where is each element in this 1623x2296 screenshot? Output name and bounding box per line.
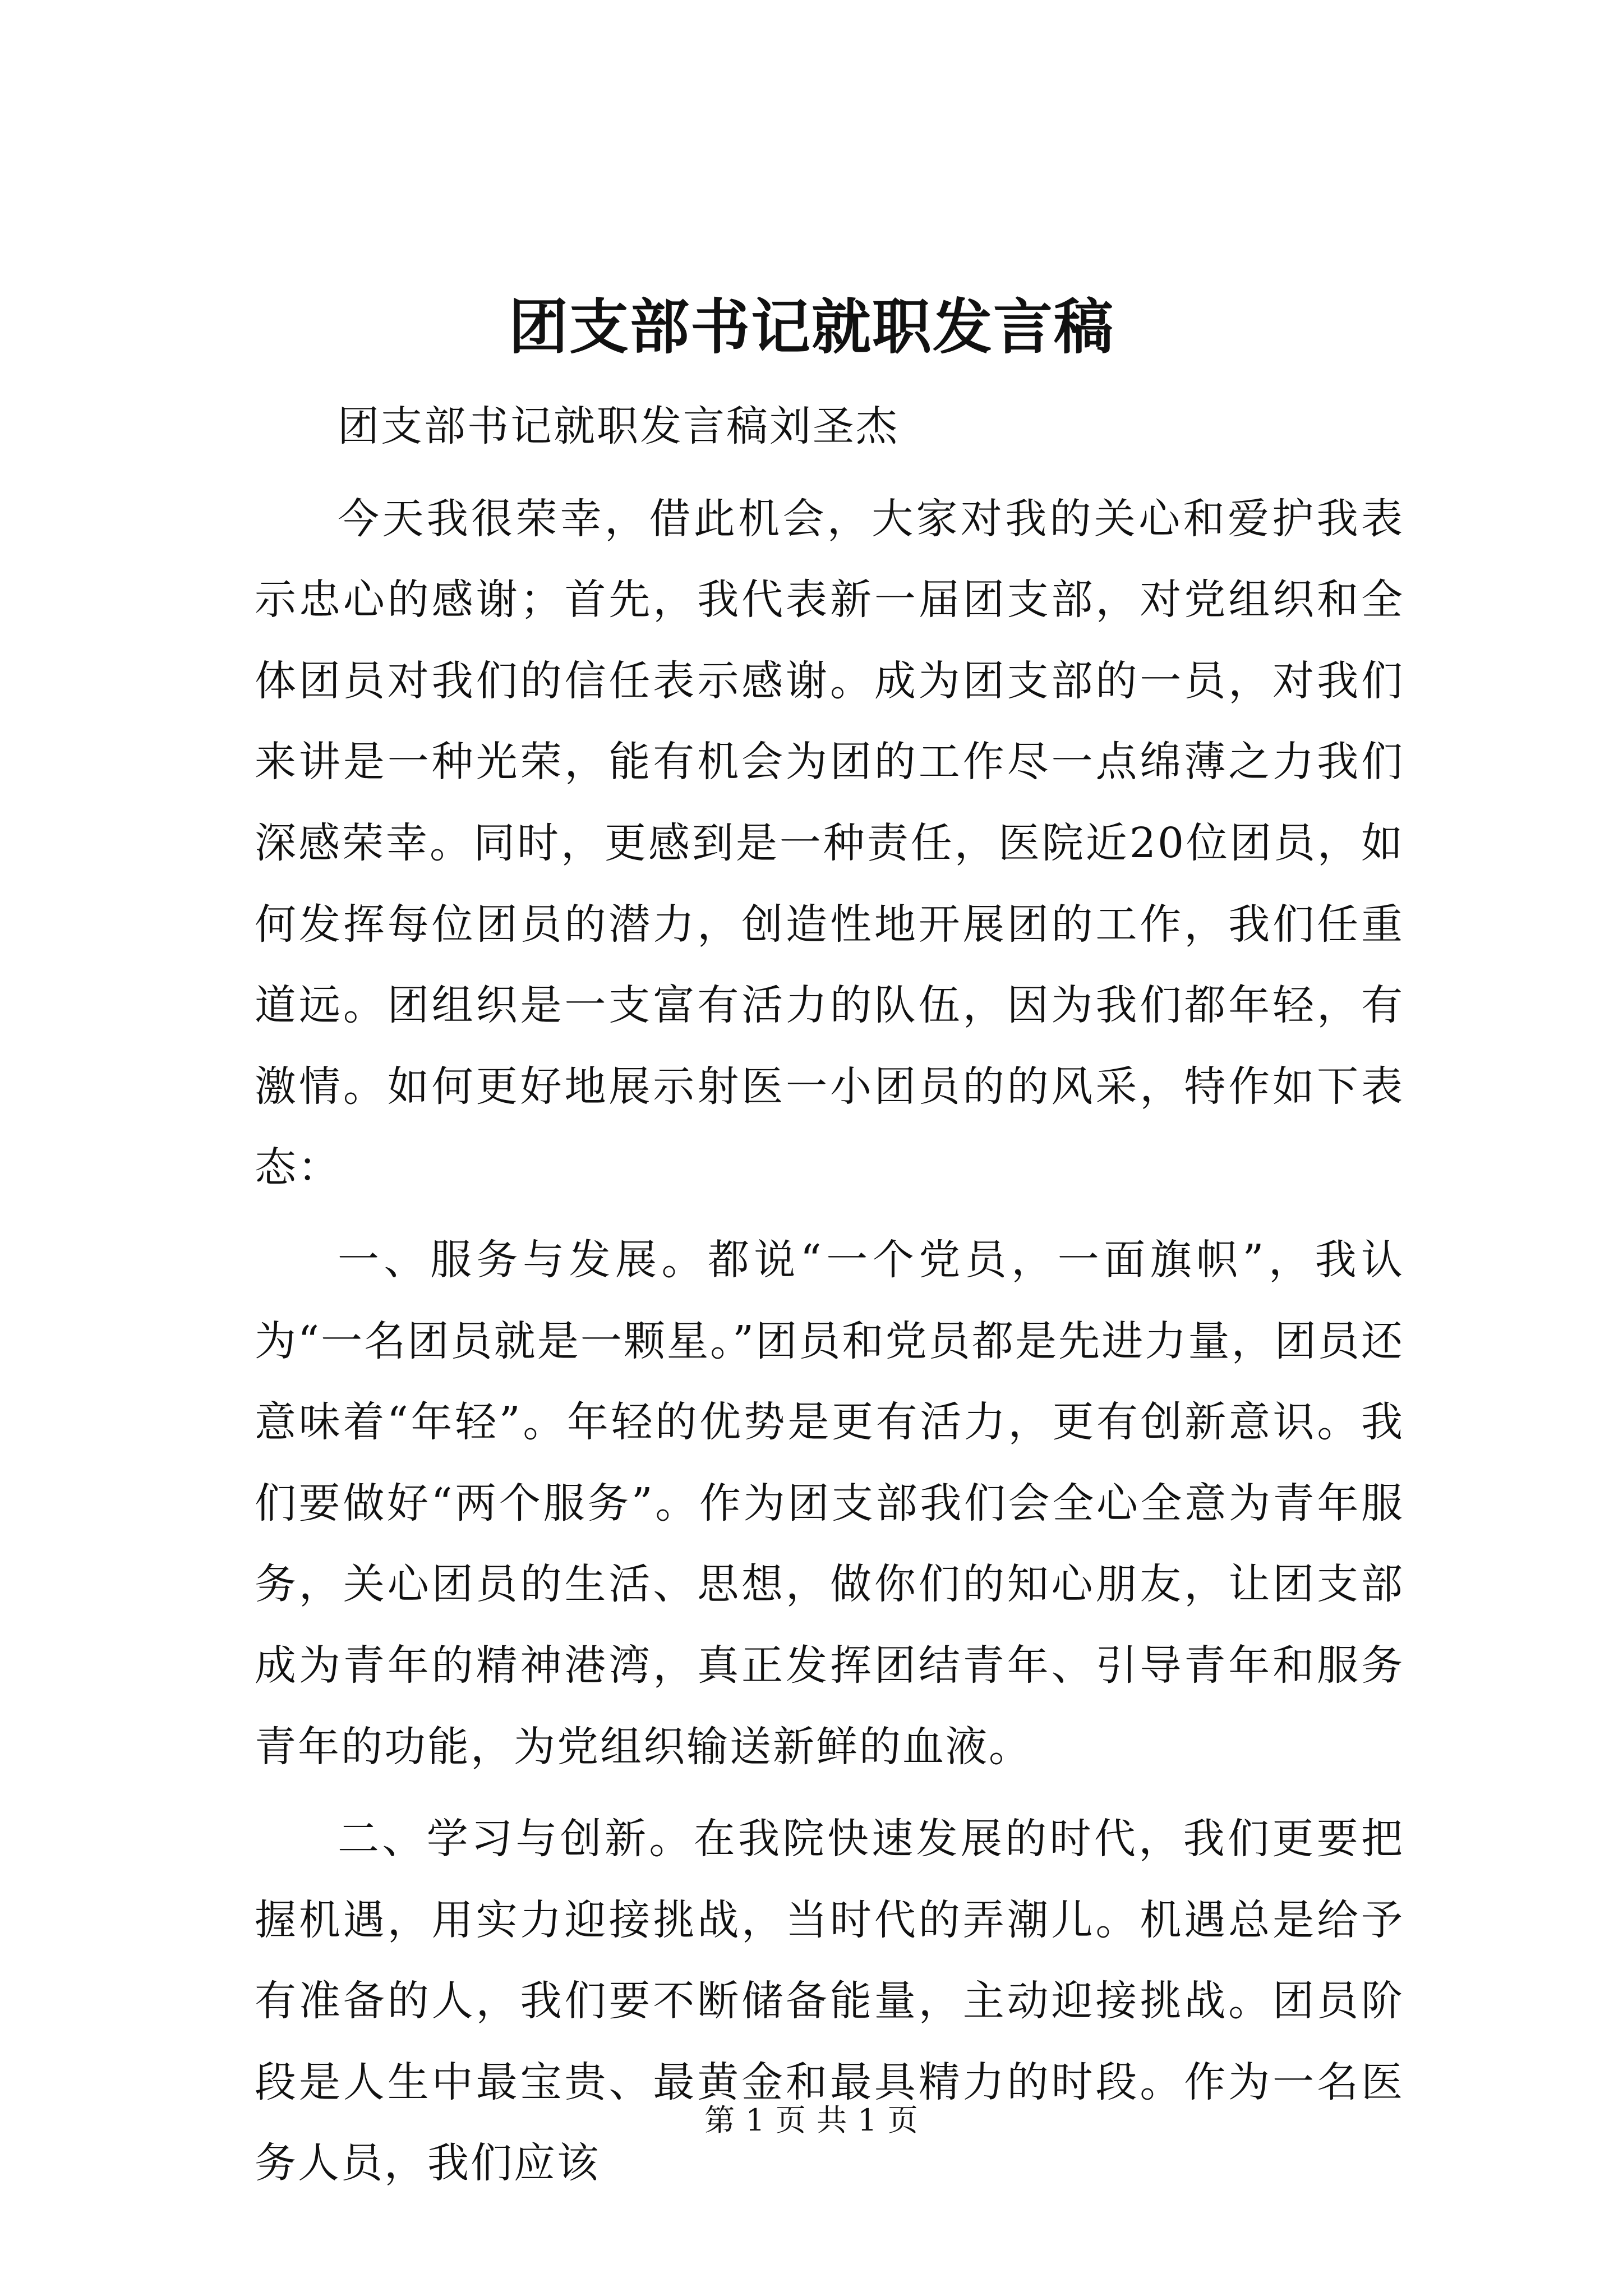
body-paragraph: 今天我很荣幸，借此机会，大家对我的关心和爱护我表示忠心的感谢；首先，我代表新一届团支部，对党组织和全体团员对我们的信任表示感谢。成为团支部的一员，对我们来讲是一种光荣，能有机会为团的工作尽一点绵薄之力我们深感荣幸。同时，更感到是一种责任，医院近20位团员，如何发挥每位团员的潜力，创造性地开展团的工作，我们任重道远。团组织是一支富有活力的队伍，因为我们都年轻，有激情。如何更好地展示射医一小团员的的风采，特作如下表态：	[255, 494, 1404, 1192]
body-paragraph: 一、服务与发展。都说“一个党员，一面旗帜”，我认为“一名团员就是一颗星。”团员和党员都是先进力量，团员还意味着“年轻”。年轻的优势是更有活力，更有创新意识。我们要做好“两个服务”。作为团支部我们会全心全意为青年服务，关心团员的生活、思想，做你们的知心朋友，让团支部成为青年的精神港湾，真正发挥团结青年、引导青年和服务青年的功能，为党组织输送新鲜的血液。	[255, 1235, 1404, 1771]
body-paragraph: 二、学习与创新。在我院快速发展的时代，我们更要把握机遇，用实力迎接挑战，当时代的弄潮儿。机遇总是给予有准备的人，我们要不断储备能量，主动迎接挑战。团员阶段是人生中最宝贵、最黄金和最具精力的时段。作为一名医务人员，我们应该	[255, 1815, 1404, 2188]
page-footer: 第 1 页 共 1 页	[704, 2102, 919, 2138]
document-title: 团支部书记就职发言稿	[509, 292, 1114, 362]
document-body	[255, 386, 1404, 2204]
subtitle-paragraph: 团支部书记就职发言稿刘圣杰	[338, 402, 899, 450]
